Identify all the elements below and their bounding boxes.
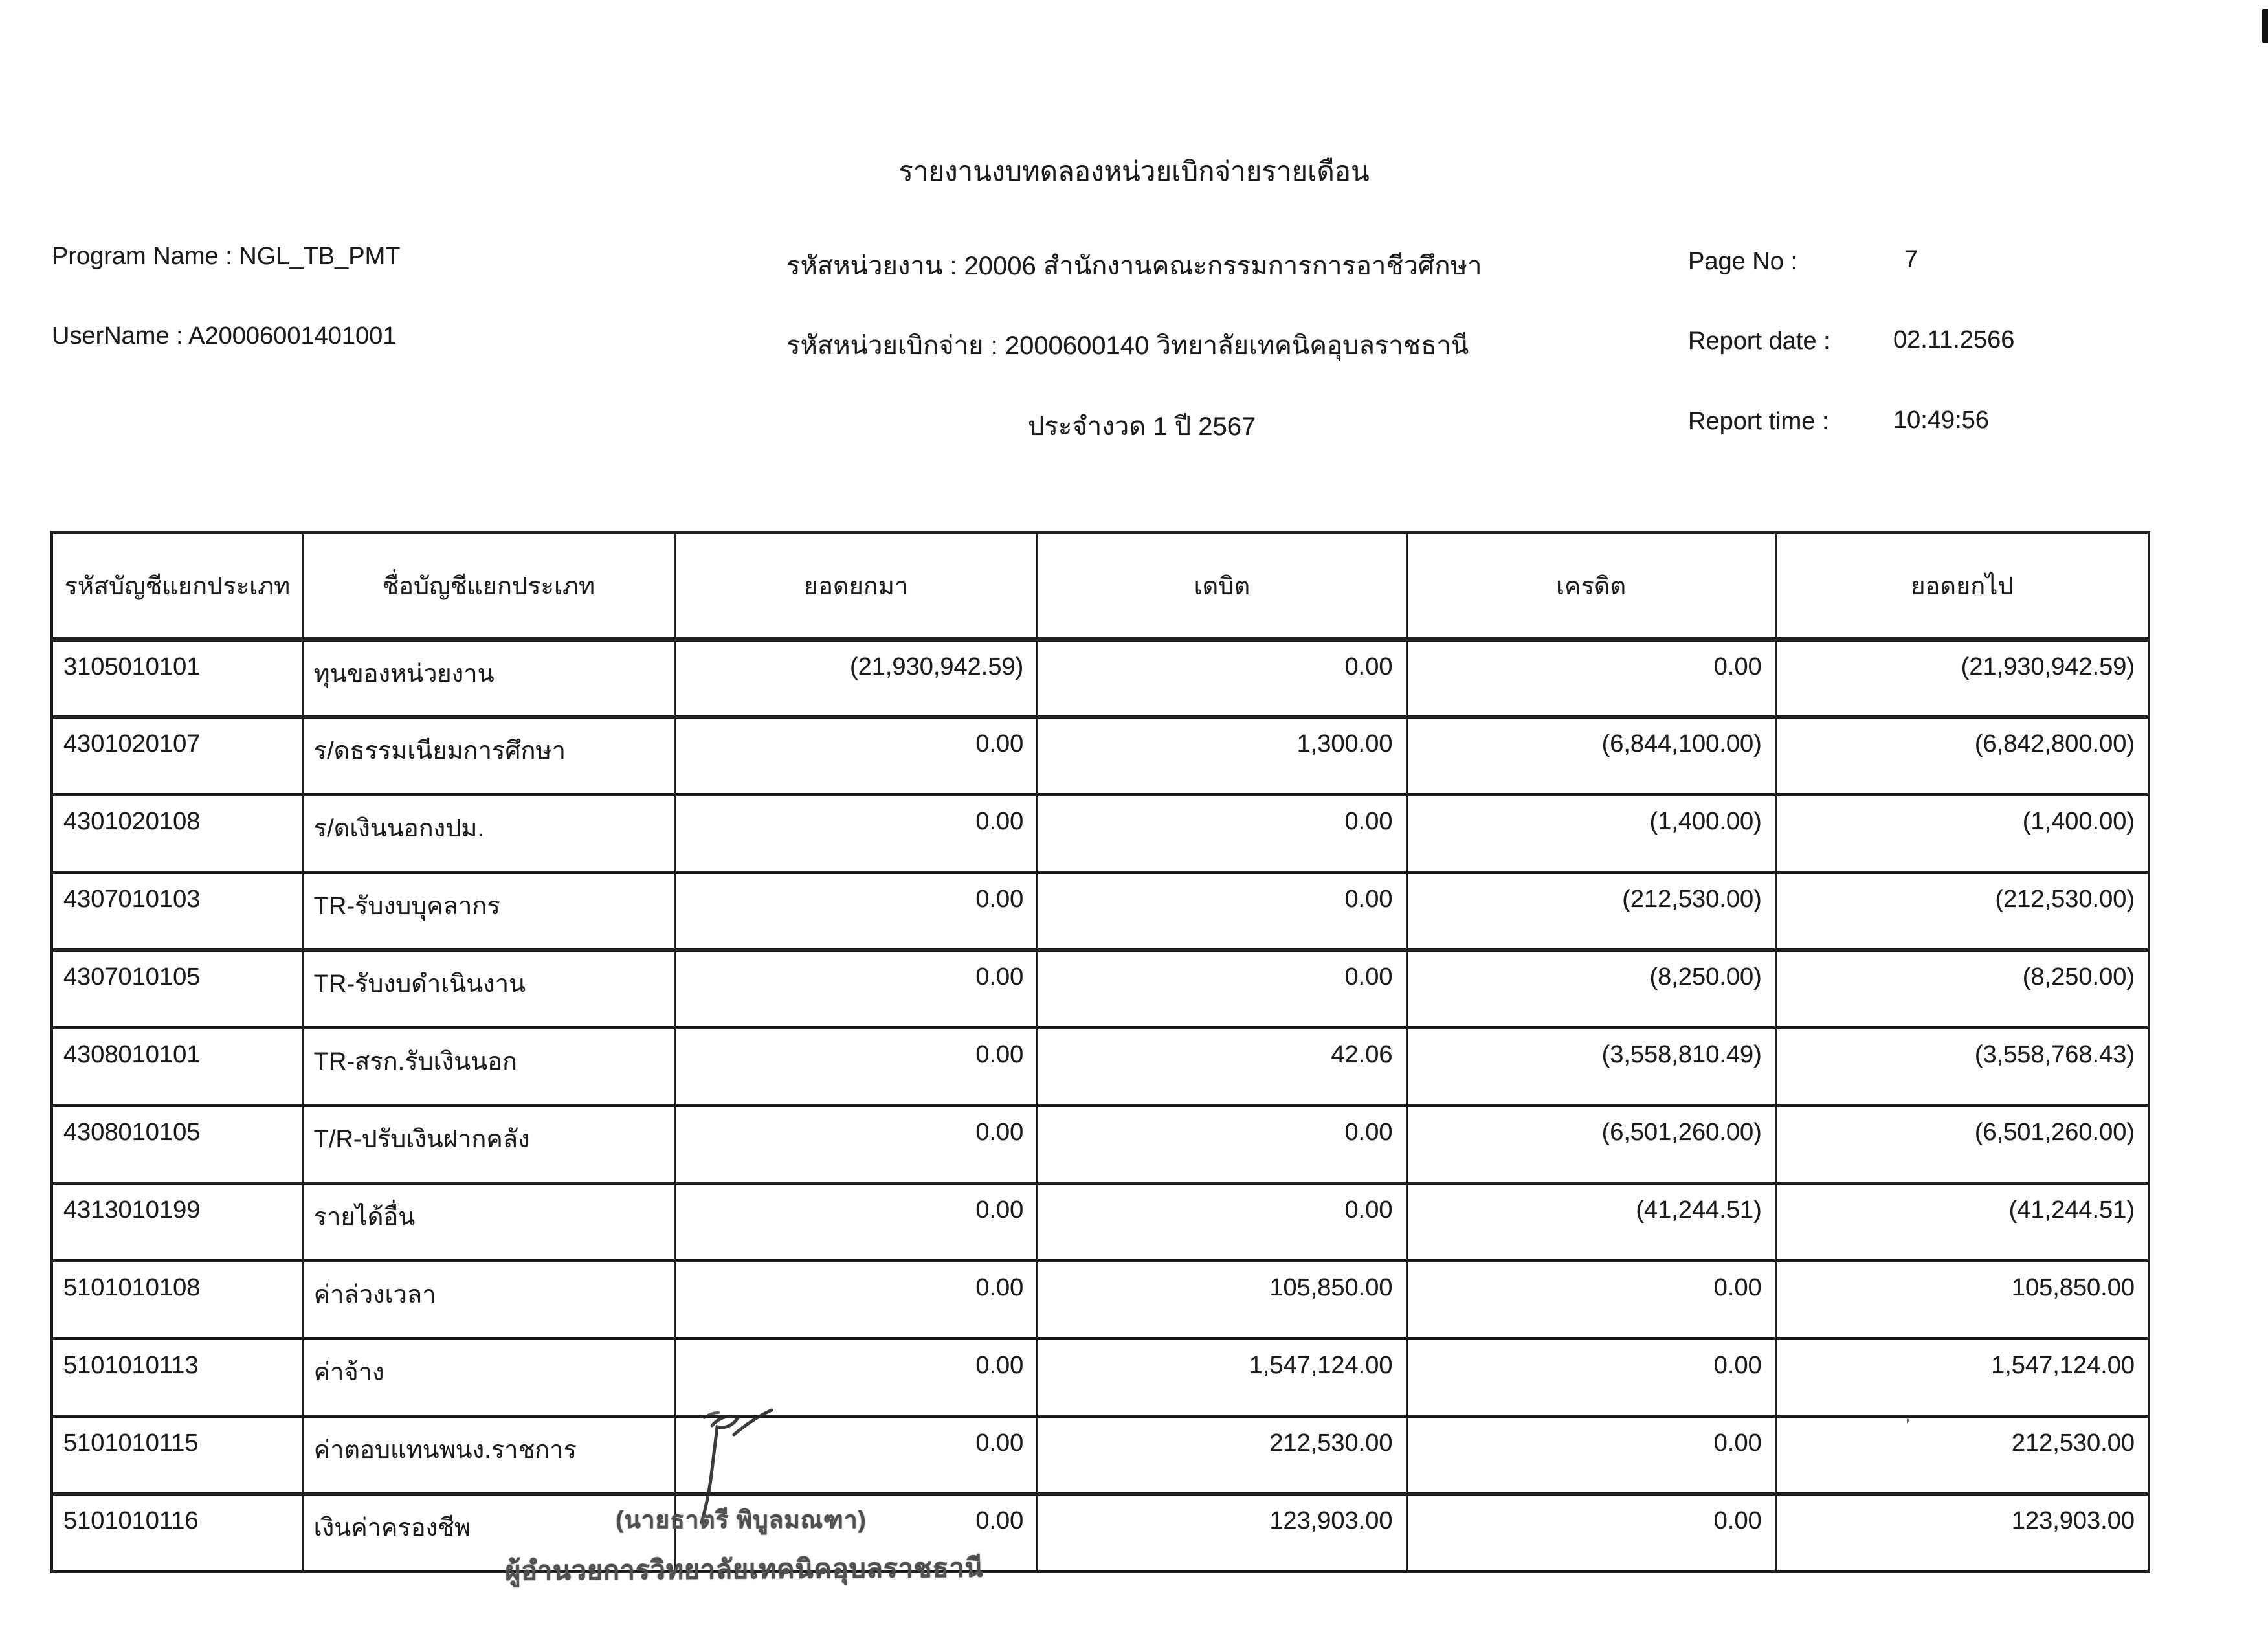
account-code-cell: 5101010115: [52, 1417, 302, 1494]
debit-cell: 0.00: [1038, 1106, 1406, 1183]
balance-carried-cell: 105,850.00: [1775, 1261, 2149, 1339]
account-name-cell: เงินค่าครองชีพ: [302, 1494, 674, 1572]
balance-carried-cell: (1,400.00): [1775, 795, 2149, 873]
trial-balance-table: [50, 531, 2150, 1573]
account-name-cell: TR-สรก.รับเงินนอก: [302, 1028, 674, 1106]
col-header-debit: เดบิต: [1038, 533, 1406, 640]
debit-cell: 105,850.00: [1038, 1261, 1406, 1339]
balance-forward-cell: 0.00: [674, 1339, 1038, 1417]
page-no-label: Page No :: [1688, 248, 1797, 275]
account-name-cell: ค่าจ้าง: [302, 1339, 674, 1417]
disbursing-unit-line: รหัสหน่วยเบิกจ่าย : 2000600140 วิทยาลัยเทคนิคอุบลราชธานี: [786, 331, 1469, 360]
table-row: [52, 1339, 2149, 1417]
account-code-cell: 5101010108: [52, 1261, 302, 1339]
table-row: [52, 717, 2149, 795]
account-name-cell: ทุนของหน่วยงาน: [302, 640, 674, 717]
table-header-row: [52, 533, 2149, 640]
program-name-line: Program Name : NGL_TB_PMT: [52, 243, 401, 270]
credit-cell: 0.00: [1406, 1339, 1775, 1417]
debit-cell: 1,547,124.00: [1038, 1339, 1406, 1417]
table-row: [52, 795, 2149, 873]
report-time-value: 10:49:56: [1893, 407, 1989, 434]
balance-forward-cell: (21,930,942.59): [674, 640, 1038, 717]
balance-carried-cell: 1,547,124.00: [1775, 1339, 2149, 1417]
col-header-balance-forward: ยอดยกมา: [674, 533, 1038, 640]
account-code-cell: 4313010199: [52, 1183, 302, 1261]
debit-cell: 0.00: [1038, 640, 1406, 717]
page-no-value: 7: [1904, 246, 1918, 273]
account-name-cell: T/R-ปรับเงินฝากคลัง: [302, 1106, 674, 1183]
table-body: [52, 640, 2149, 1572]
table-row: [52, 950, 2149, 1028]
report-date-label: Report date :: [1688, 328, 1830, 355]
balance-forward-cell: 0.00: [674, 717, 1038, 795]
account-name-cell: ค่าล่วงเวลา: [302, 1261, 674, 1339]
balance-forward-cell: 0.00: [674, 1494, 1038, 1572]
report-time-label: Report time :: [1688, 408, 1829, 435]
balance-forward-cell: 0.00: [674, 795, 1038, 873]
col-header-account-name: ชื่อบัญชีแยกประเภท: [302, 533, 674, 640]
account-name-cell: ค่าตอบแทนพนง.ราชการ: [302, 1417, 674, 1494]
balance-forward-cell: 0.00: [674, 873, 1038, 950]
credit-cell: 0.00: [1406, 1261, 1775, 1339]
agency-code-line: รหัสหน่วยงาน : 20006 สำนักงานคณะกรรมการการอาชีวศึกษา: [786, 252, 1482, 280]
balance-forward-cell: 0.00: [674, 1028, 1038, 1106]
balance-carried-cell: (41,244.51): [1775, 1183, 2149, 1261]
balance-carried-cell: (6,501,260.00): [1775, 1106, 2149, 1183]
credit-cell: (1,400.00): [1406, 795, 1775, 873]
balance-forward-cell: 0.00: [674, 1183, 1038, 1261]
account-code-cell: 3105010101: [52, 640, 302, 717]
account-code-cell: 5101010113: [52, 1339, 302, 1417]
account-code-cell: 4307010105: [52, 950, 302, 1028]
debit-cell: 0.00: [1038, 1183, 1406, 1261]
col-header-account-code: รหัสบัญชีแยกประเภท: [52, 533, 302, 640]
col-header-balance-carried: ยอดยกไป: [1775, 533, 2149, 640]
debit-cell: 0.00: [1038, 795, 1406, 873]
balance-forward-cell: 0.00: [674, 1106, 1038, 1183]
balance-forward-cell: 0.00: [674, 1417, 1038, 1494]
balance-carried-cell: (3,558,768.43): [1775, 1028, 2149, 1106]
account-code-cell: 4308010105: [52, 1106, 302, 1183]
table-row: [52, 1417, 2149, 1494]
table-row: [52, 1261, 2149, 1339]
credit-cell: 0.00: [1406, 1494, 1775, 1572]
table-row: [52, 1183, 2149, 1261]
table-row: [52, 873, 2149, 950]
account-name-cell: ร/ดธรรมเนียมการศึกษา: [302, 717, 674, 795]
credit-cell: (41,244.51): [1406, 1183, 1775, 1261]
account-name-cell: รายได้อื่น: [302, 1183, 674, 1261]
balance-carried-cell: 123,903.00: [1775, 1494, 2149, 1572]
account-code-cell: 4307010103: [52, 873, 302, 950]
balance-forward-cell: 0.00: [674, 950, 1038, 1028]
stamp-director-name: (นายธาตรี พิบูลมณฑา): [616, 1507, 867, 1533]
debit-cell: 1,300.00: [1038, 717, 1406, 795]
username-line: UserName : A20006001401001: [52, 322, 397, 350]
table-row: [52, 1106, 2149, 1183]
scan-artifact-corner: [2262, 9, 2268, 43]
account-name-cell: TR-รับงบบุคลากร: [302, 873, 674, 950]
table-row: [52, 640, 2149, 717]
balance-carried-cell: (6,842,800.00): [1775, 717, 2149, 795]
credit-cell: (8,250.00): [1406, 950, 1775, 1028]
account-name-cell: TR-รับงบดำเนินงาน: [302, 950, 674, 1028]
table-row: [52, 1494, 2149, 1572]
balance-carried-cell: (212,530.00): [1775, 873, 2149, 950]
account-code-cell: 4301020108: [52, 795, 302, 873]
debit-cell: 0.00: [1038, 950, 1406, 1028]
balance-carried-cell: (21,930,942.59): [1775, 640, 2149, 717]
debit-cell: 212,530.00: [1038, 1417, 1406, 1494]
stamp-director-title: ผู้อำนวยการวิทยาลัยเทคนิคอุบลราชธานี: [505, 1552, 984, 1586]
balance-carried-cell: (8,250.00): [1775, 950, 2149, 1028]
account-code-cell: 5101010116: [52, 1494, 302, 1572]
table-row: [52, 1028, 2149, 1106]
report-date-value: 02.11.2566: [1893, 326, 2015, 353]
account-code-cell: 4308010101: [52, 1028, 302, 1106]
credit-cell: (6,844,100.00): [1406, 717, 1775, 795]
period-line: ประจำงวด 1 ปี 2567: [1028, 412, 1256, 441]
credit-cell: 0.00: [1406, 640, 1775, 717]
balance-carried-cell: 212,530.00: [1775, 1417, 2149, 1494]
credit-cell: 0.00: [1406, 1417, 1775, 1494]
credit-cell: (212,530.00): [1406, 873, 1775, 950]
balance-forward-cell: 0.00: [674, 1261, 1038, 1339]
report-title: รายงานงบทดลองหน่วยเบิกจ่ายรายเดือน: [898, 156, 1370, 186]
col-header-credit: เครดิต: [1406, 533, 1775, 640]
account-code-cell: 4301020107: [52, 717, 302, 795]
account-name-cell: ร/ดเงินนอกงปม.: [302, 795, 674, 873]
credit-cell: (3,558,810.49): [1406, 1028, 1775, 1106]
scan-speck: ’: [1906, 1415, 1910, 1437]
credit-cell: (6,501,260.00): [1406, 1106, 1775, 1183]
debit-cell: 42.06: [1038, 1028, 1406, 1106]
debit-cell: 0.00: [1038, 873, 1406, 950]
debit-cell: 123,903.00: [1038, 1494, 1406, 1572]
